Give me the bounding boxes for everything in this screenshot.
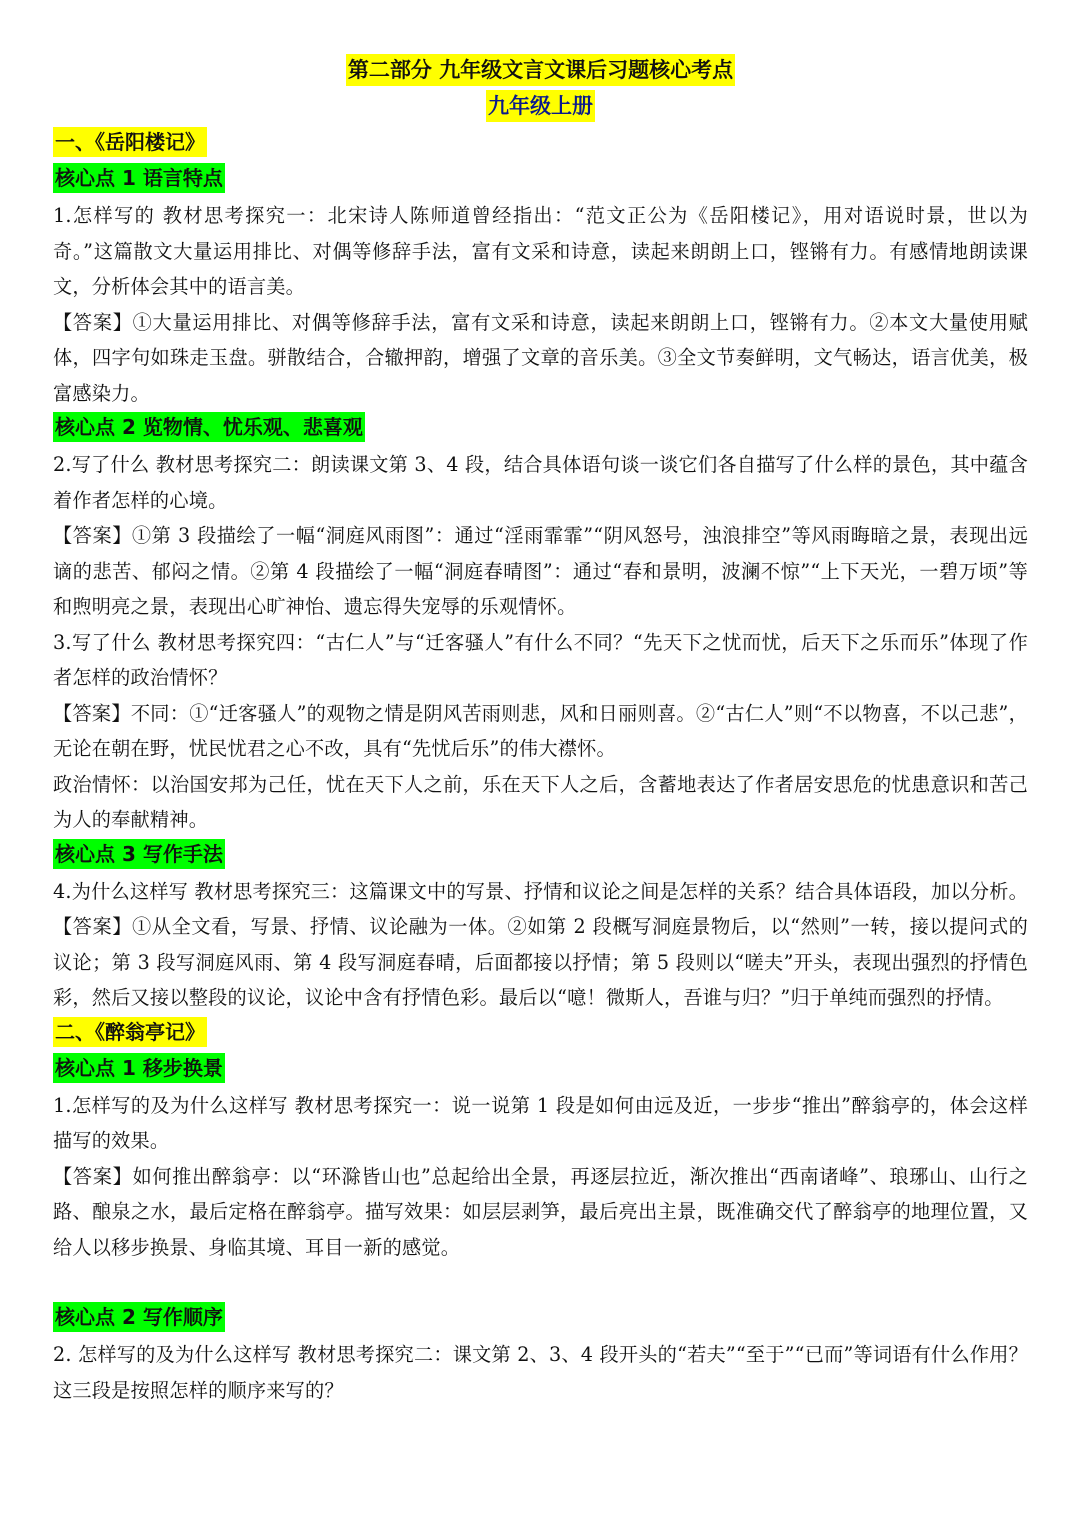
core-point-label: 核心点 2 写作顺序	[53, 1302, 225, 1332]
core-point-label: 核心点 1 语言特点	[53, 163, 225, 193]
answer-paragraph: 【答案】如何推出醉翁亭：以“环滁皆山也”总起给出全景，再逐层拉近，渐次推出“西南诸峰”、琅琊山、山行之路、酿泉之水，最后定格在醉翁亭。描写效果：如层层剥笋，最后亮出主景，既准确交代了醉翁亭的地理位置，又给人以移步换景、身临其境、耳目一新的感觉。	[53, 1164, 1028, 1259]
core-point-label: 核心点 1 移步换景	[53, 1053, 225, 1083]
section-title-zuiwengtingji: 二、《醉翁亭记》	[53, 1017, 207, 1047]
page-title-line	[53, 54, 1028, 90]
core-point-heading	[53, 838, 1028, 874]
core-point-heading	[53, 1301, 1028, 1337]
page-subtitle-line	[53, 90, 1028, 126]
core-point-label: 核心点 3 写作手法	[53, 839, 225, 869]
question-paragraph: 4.为什么这样写 教材思考探究三：这篇课文中的写景、抒情和议论之间是怎样的关系？结合具体语段，加以分析。	[53, 879, 1028, 903]
question-paragraph: 2. 怎样写的及为什么这样写 教材思考探究二：课文第 2、3、4 段开头的“若夫”“至于”“已而”等词语有什么作用？这三段是按照怎样的顺序来写的？	[53, 1343, 1028, 1402]
section-title-yueyanglouji: 一、《岳阳楼记》	[53, 127, 207, 157]
question-paragraph: 1.怎样写的及为什么这样写 教材思考探究一：说一说第 1 段是如何由远及近，一步步“推出”醉翁亭的，体会这样描写的效果。	[53, 1093, 1028, 1152]
answer-paragraph: 【答案】①大量运用排比、对偶等修辞手法，富有文采和诗意，读起来朗朗上口，铿锵有力。②本文大量使用赋体，四字句如珠走玉盘。骈散结合，合辙押韵，增强了文章的音乐美。③全文节奏鲜明，文气畅达，语言优美，极富感染力。	[53, 310, 1028, 405]
core-point-heading	[53, 411, 1028, 447]
question-paragraph: 1.怎样写的 教材思考探究一：北宋诗人陈师道曾经指出：“范文正公为《岳阳楼记》，用对语说时景，世以为奇。”这篇散文大量运用排比、对偶等修辞手法，富有文采和诗意，读起来朗朗上口，铿锵有力。有感情地朗读课文，分析体会其中的语言美。	[53, 204, 1028, 298]
answer-paragraph: 【答案】①从全文看，写景、抒情、议论融为一体。②如第 2 段概写洞庭景物后，以“然则”一转，接以提问式的议论；第 3 段写洞庭风雨、第 4 段写洞庭春晴，后面都接以抒情；第 5 段则以“嗟夫”开头，表现出强烈的抒情色彩，然后又接以整段的议论，议论中含有抒情色彩。最后以“噫！微斯人，吾谁与归？”归于单纯而强烈的抒情。	[53, 915, 1028, 1009]
core-point-label: 核心点 2 览物情、忧乐观、悲喜观	[53, 412, 365, 442]
page-subtitle: 九年级上册	[486, 90, 595, 122]
answer-paragraph: 政治情怀：以治国安邦为己任，忧在天下人之前，乐在天下人之后，含蓄地表达了作者居安思危的忧患意识和苦己为人的奉献精神。	[53, 772, 1028, 831]
section-heading	[53, 126, 1028, 162]
question-paragraph: 2.写了什么 教材思考探究二：朗读课文第 3、4 段，结合具体语句谈一谈它们各自描写了什么样的景色，其中蕴含着作者怎样的心境。	[53, 453, 1028, 512]
core-point-heading	[53, 1052, 1028, 1088]
section-heading	[53, 1016, 1028, 1052]
blank-line	[53, 1265, 1028, 1301]
answer-paragraph: 【答案】①第 3 段描绘了一幅“洞庭风雨图”：通过“淫雨霏霏”“阴风怒号，浊浪排空”等风雨晦暗之景，表现出远谪的悲苦、郁闷之情。②第 4 段描绘了一幅“洞庭春晴图”：通过“春和景明，波澜不惊”“上下天光，一碧万顷”等和煦明亮之景，表现出心旷神怡、遗忘得失宠辱的乐观情怀。	[53, 524, 1028, 618]
page-title: 第二部分 九年级文言文课后习题核心考点	[346, 54, 735, 86]
question-paragraph: 3.写了什么 教材思考探究四：“古仁人”与“迁客骚人”有什么不同？“先天下之忧而忧，后天下之乐而乐”体现了作者怎样的政治情怀？	[53, 630, 1028, 689]
answer-paragraph: 【答案】不同：①“迁客骚人”的观物之情是阴风苦雨则悲，风和日丽则喜。②“古仁人”则“不以物喜，不以己悲”，无论在朝在野，忧民忧君之心不改，具有“先忧后乐”的伟大襟怀。	[53, 701, 1028, 760]
core-point-heading	[53, 162, 1028, 198]
